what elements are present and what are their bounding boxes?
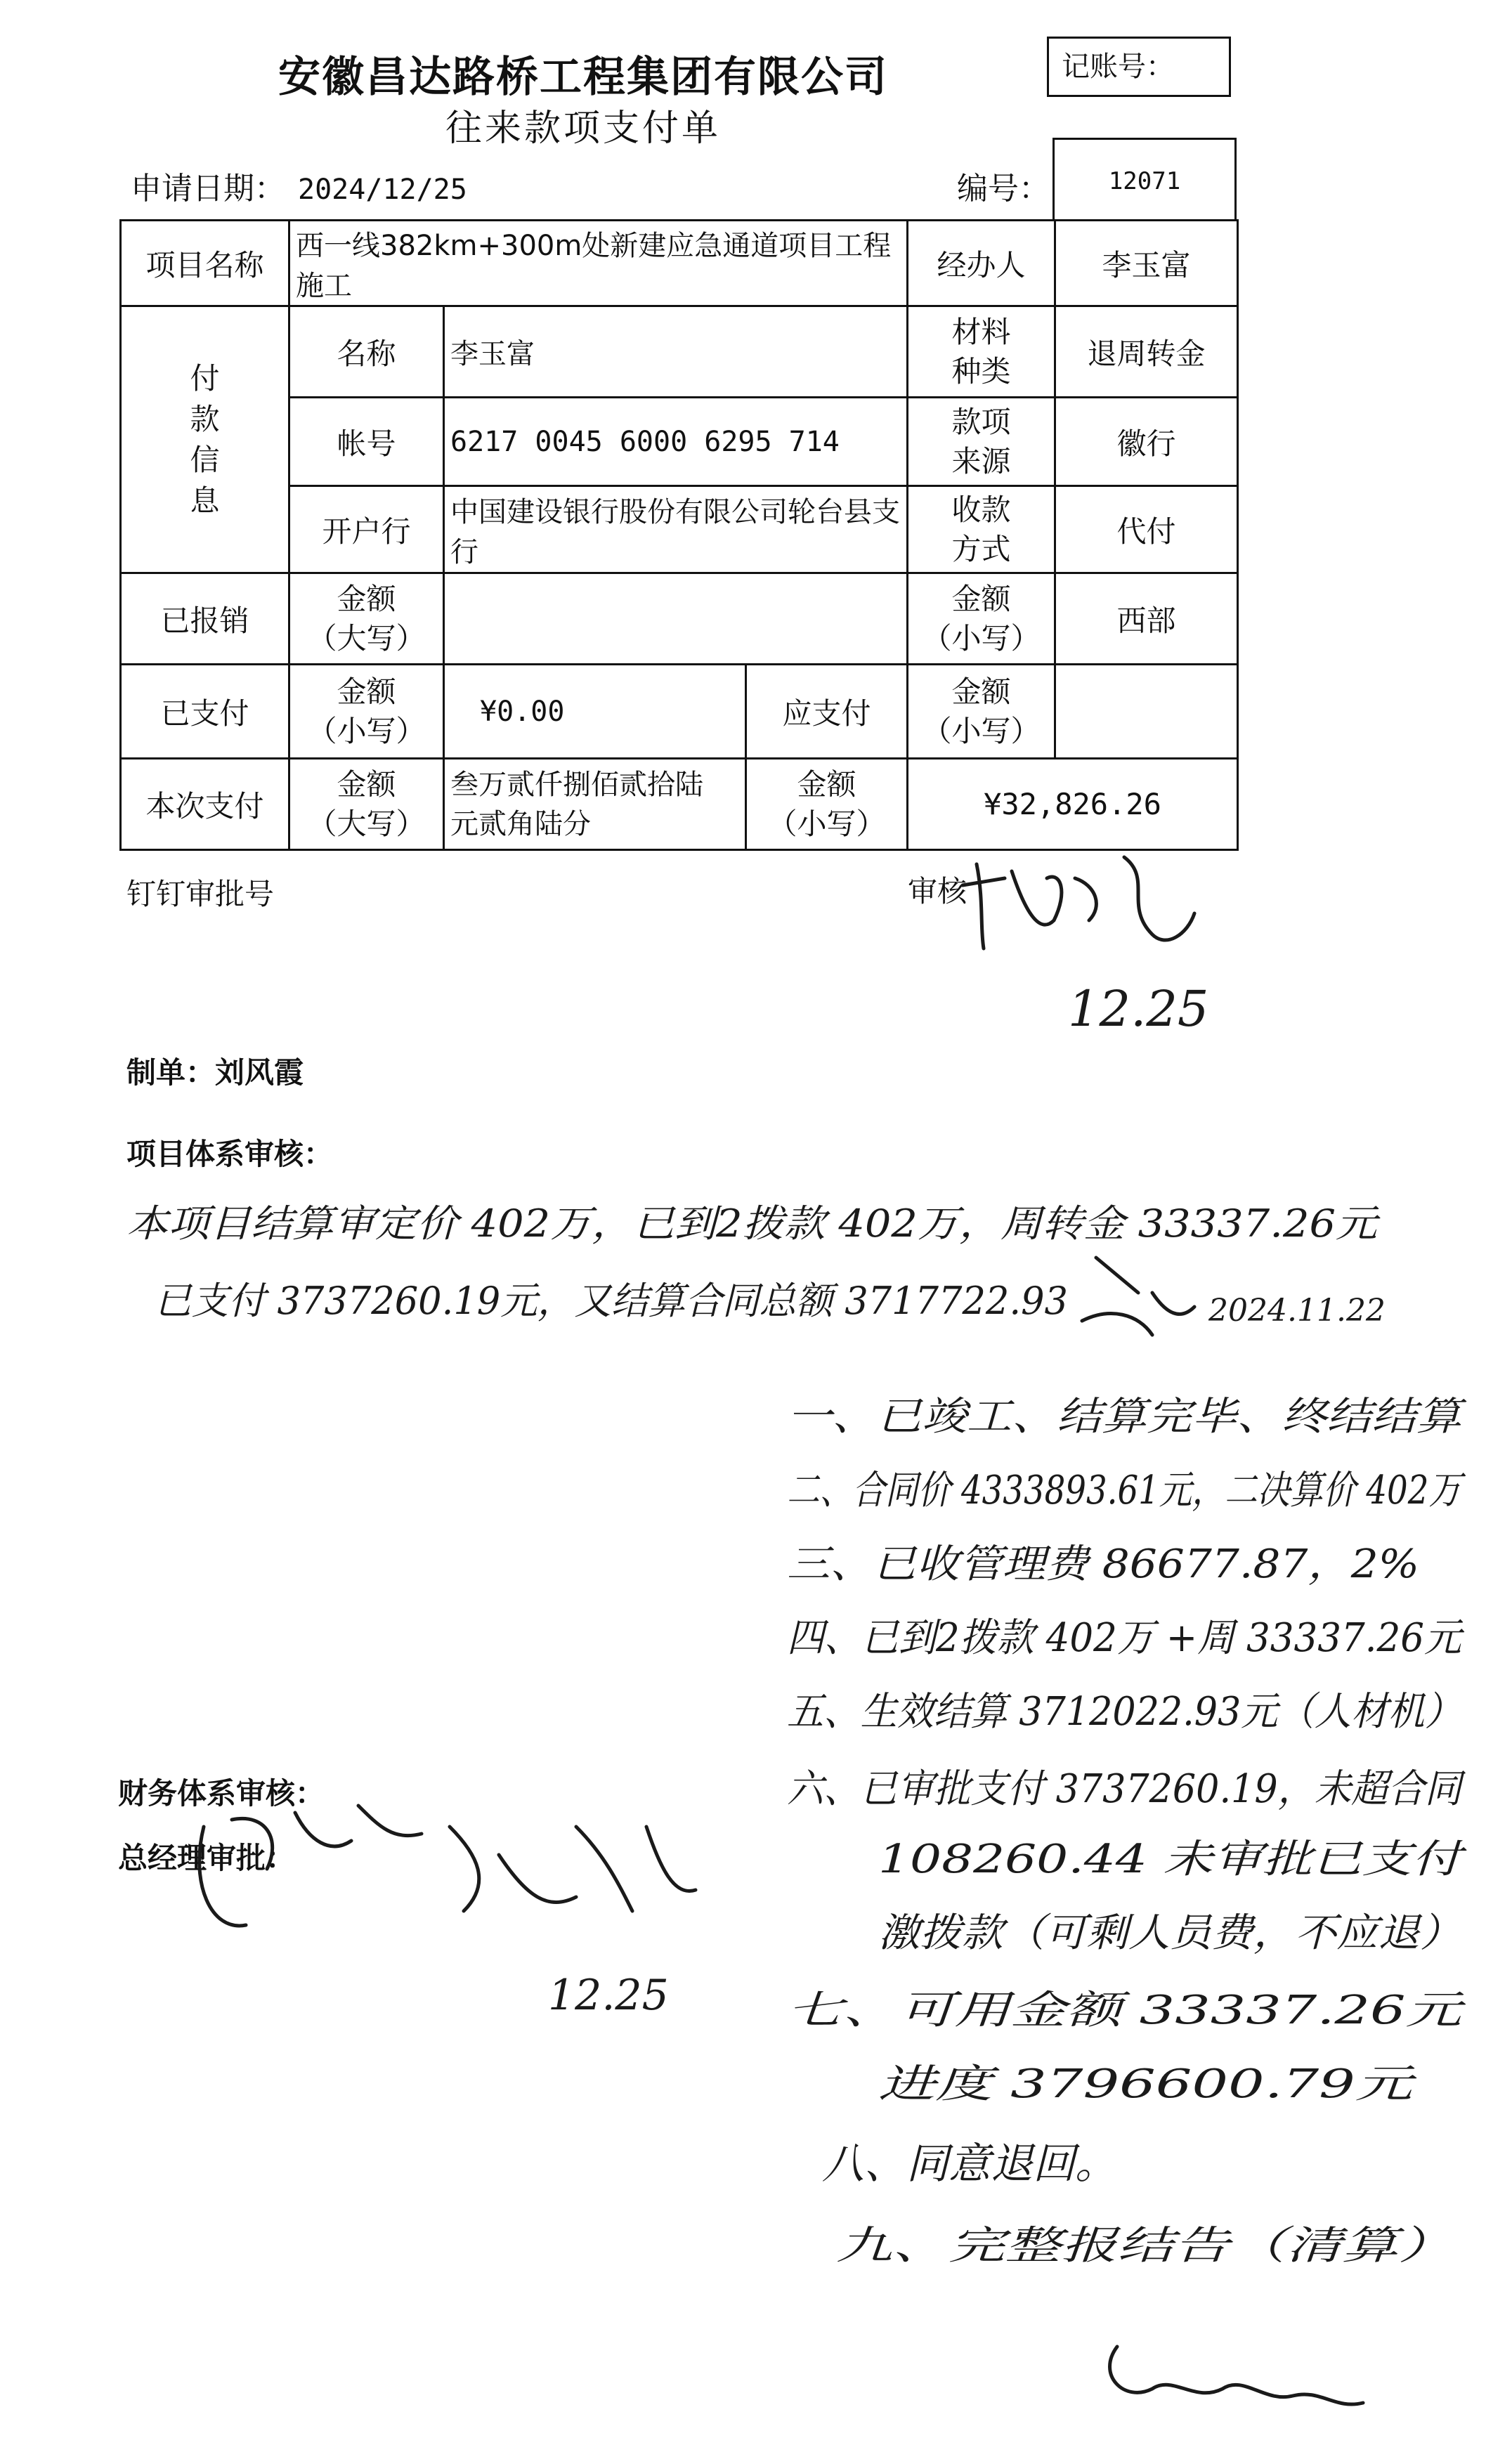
audit-date: 12.25 xyxy=(1068,980,1209,1038)
handler-label: 经办人 xyxy=(908,221,1055,306)
reimbursed-label: 已报销 xyxy=(121,573,289,665)
payable-lower-label: 金额 （小写） xyxy=(908,665,1055,759)
serial-number: 12071 xyxy=(1052,138,1237,221)
this-payment-upper-value: 叁万贰仟捌佰贰拾陆 元贰角陆分 xyxy=(444,759,746,850)
bank-label: 开户行 xyxy=(289,486,444,573)
note-9: 九、完整报结告（清算） xyxy=(836,2223,1454,2269)
review-line-1: 本项目结算审定价 402万，已到2拨款 402万，周转金 33337.26元 xyxy=(126,1201,1381,1246)
serial-label: 编号： xyxy=(957,171,1050,207)
project-name-value: 西一线382km+300m处新建应急通道项目工程施工 xyxy=(289,221,908,306)
audit-label: 审核 xyxy=(908,874,967,908)
account-value: 6217 0045 6000 6295 714 xyxy=(444,398,908,486)
note-4: 四、已到2拨款 402万 +周 33337.26元 xyxy=(787,1615,1465,1661)
material-type-label: 材料 种类 xyxy=(908,306,1055,398)
note-6-cont-2: 激拨款（可剩人员费，不应退） xyxy=(878,1910,1461,1956)
gm-approval-label: 总经理审批： xyxy=(118,1841,296,1875)
note-3: 三、已收管理费 86677.87，2% xyxy=(787,1541,1419,1587)
bank-value: 中国建设银行股份有限公司轮台县支行 xyxy=(444,486,908,573)
project-name-label: 项目名称 xyxy=(121,221,289,306)
note-6-cont-1: 108260.44 未审批已支付 xyxy=(878,1837,1468,1882)
dingtalk-approval-label: 钉钉审批号 xyxy=(126,877,275,911)
finance-review-signature xyxy=(200,1806,696,1926)
reimbursed-lower-label: 金额 （小写） xyxy=(908,573,1055,665)
review-line-2: 已支付 3737260.19元，又结算合同总额 3717722.93 xyxy=(155,1279,1068,1323)
review-notes xyxy=(787,1394,1468,2269)
fund-source-label: 款项 来源 xyxy=(908,398,1055,486)
note-8: 八、同意退回。 xyxy=(822,2139,1117,2189)
paid-lower-label: 金额 （小写） xyxy=(289,665,444,759)
project-review-label: 项目体系审核： xyxy=(126,1137,334,1171)
finance-review-date: 12.25 xyxy=(548,1971,669,2020)
handler-value: 李玉富 xyxy=(1055,221,1238,306)
collection-method-value: 代付 xyxy=(1055,486,1238,573)
note-6: 六、已审批支付 3737260.19，未超合同 xyxy=(787,1766,1466,1812)
payment-info-label: 付款信息 xyxy=(121,306,289,573)
this-payment-lower-value: ¥32,826.26 xyxy=(908,759,1238,850)
material-type-value: 退周转金 xyxy=(1055,306,1238,398)
payable-label: 应支付 xyxy=(746,665,908,759)
form-title: 往来款项支付单 xyxy=(445,107,721,150)
this-payment-label: 本次支付 xyxy=(121,759,289,850)
note-5: 五、生效结算 3712022.93元（人材机） xyxy=(787,1689,1461,1735)
paid-lower-value: ¥0.00 xyxy=(444,665,746,759)
company-name: 安徽昌达路桥工程集团有限公司 xyxy=(278,53,888,102)
payee-name-label: 名称 xyxy=(289,306,444,398)
note-1: 一、已竣工、结算完毕、终结结算 xyxy=(787,1394,1467,1440)
note-2: 二、合同价 4333893.61元，二决算价 402万 xyxy=(787,1468,1466,1513)
this-payment-lower-label: 金额 （小写） xyxy=(746,759,908,850)
voucher-number-label: 记账号： xyxy=(1062,51,1174,83)
notes-signature xyxy=(1110,2347,1363,2404)
this-payment-upper-label: 金额 （大写） xyxy=(289,759,444,850)
payee-name-value: 李玉富 xyxy=(444,306,908,398)
note-7: 七、可用金额 33337.26元 xyxy=(787,1988,1467,2033)
maker-label-partial: 制单：刘风霞 xyxy=(126,1055,304,1090)
audit-signature xyxy=(963,857,1194,948)
fund-source-value: 徽行 xyxy=(1055,398,1238,486)
paid-label: 已支付 xyxy=(121,665,289,759)
note-7-cont: 进度 3796600.79元 xyxy=(878,2061,1418,2107)
finance-review-label: 财务体系审核： xyxy=(118,1776,325,1811)
collection-method-label: 收款 方式 xyxy=(908,486,1055,573)
apply-date-value: 2024/12/25 xyxy=(298,174,467,206)
account-label: 帐号 xyxy=(289,398,444,486)
review-signature xyxy=(1082,1258,1194,1335)
apply-date-label: 申请日期： xyxy=(131,171,285,207)
review-date: 2024.11.22 xyxy=(1208,1293,1386,1329)
reimbursed-lower-value: 西部 xyxy=(1055,573,1238,665)
reimbursed-upper-label: 金额 （大写） xyxy=(289,573,444,665)
